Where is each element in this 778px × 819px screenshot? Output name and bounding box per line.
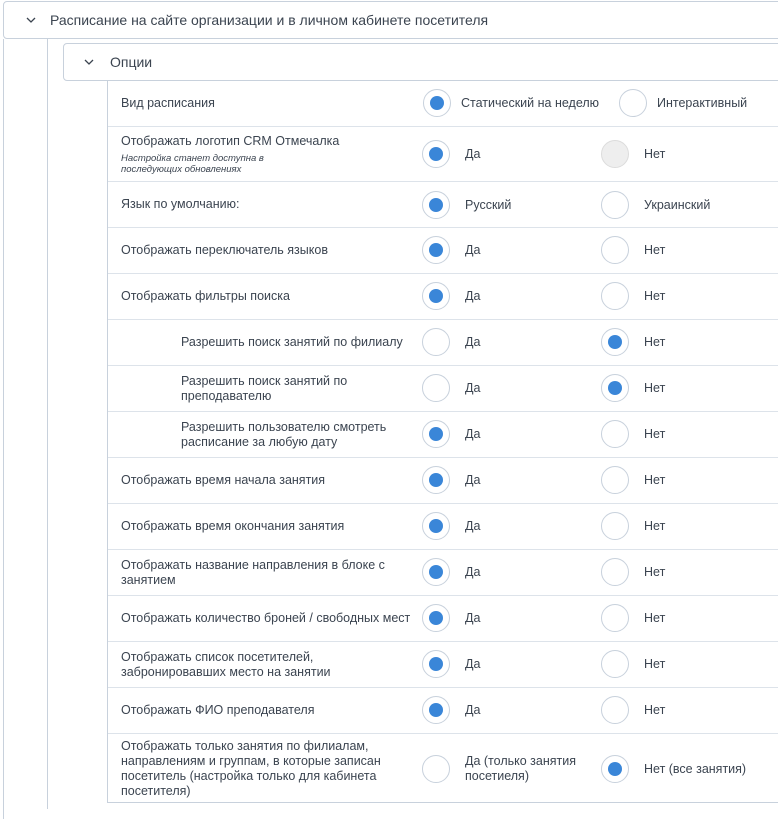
option-1-label: Да <box>465 657 481 671</box>
radio-option-1[interactable] <box>422 282 450 310</box>
option-row-show-logo <box>108 127 778 182</box>
chevron-down-icon[interactable] <box>26 15 36 25</box>
option-1-label: Да (только занятия посетиеля) <box>465 754 576 783</box>
radio-option-2[interactable] <box>601 374 629 402</box>
option-2-label: Нет <box>644 335 666 349</box>
option-1-label: Да <box>465 243 481 257</box>
option-2-label: Нет <box>644 147 666 161</box>
radio-option-1[interactable] <box>422 650 450 678</box>
radio-option-1[interactable] <box>423 89 451 117</box>
section-body-guide <box>47 39 48 809</box>
option-label: Отображать ФИО преподавателя <box>121 703 315 717</box>
radio-option-1[interactable] <box>422 328 450 356</box>
radio-option-2[interactable] <box>601 650 629 678</box>
option-label: Разрешить поиск занятий по преподавателю <box>181 373 348 403</box>
option-row-default-language <box>108 182 778 228</box>
radio-option-2[interactable] <box>601 512 629 540</box>
option-row-bookings-count <box>108 596 778 642</box>
option-row-end-time <box>108 504 778 550</box>
option-1-label: Да <box>465 147 481 161</box>
options-table <box>107 81 778 803</box>
radio-option-2[interactable] <box>601 466 629 494</box>
option-2-label: Украинский <box>644 198 711 212</box>
options-panel-title: Опции <box>110 54 153 70</box>
option-1-label: Да <box>465 427 481 441</box>
option-1-label: Да <box>465 381 481 395</box>
section-title: Расписание на сайте организации и в личном кабинете посетителя <box>50 12 489 28</box>
option-row-teacher-name <box>108 688 778 734</box>
radio-option-1[interactable] <box>422 755 450 783</box>
section-header[interactable] <box>3 1 778 39</box>
option-row-visitors-list <box>108 642 778 688</box>
option-2-label: Нет <box>644 381 666 395</box>
option-label: Язык по умолчанию: <box>121 197 240 211</box>
option-1-label: Да <box>465 565 481 579</box>
radio-option-1[interactable] <box>422 466 450 494</box>
radio-option-2[interactable] <box>601 328 629 356</box>
option-label: Разрешить поиск занятий по филиалу <box>181 335 403 349</box>
option-2-label: Нет <box>644 703 666 717</box>
option-1-label: Да <box>465 473 481 487</box>
option-2-label: Нет <box>644 427 666 441</box>
option-row-only-enrolled <box>108 734 778 803</box>
radio-option-1[interactable] <box>422 512 450 540</box>
radio-option-2[interactable] <box>601 236 629 264</box>
option-row-search-by-branch <box>108 320 778 366</box>
radio-option-2[interactable] <box>601 696 629 724</box>
options-panel-header[interactable] <box>63 43 778 81</box>
option-row-language-switch <box>108 228 778 274</box>
radio-option-1[interactable] <box>422 140 450 168</box>
option-2-label: Нет (все занятия) <box>644 762 747 776</box>
radio-option-2 <box>601 140 629 168</box>
radio-option-1[interactable] <box>422 604 450 632</box>
option-label: Разрешить пользователю смотреть расписание за любую дату <box>181 419 387 449</box>
radio-option-1[interactable] <box>422 420 450 448</box>
radio-option-1[interactable] <box>422 696 450 724</box>
option-label: Отображать фильтры поиска <box>121 289 290 303</box>
radio-option-1[interactable] <box>422 558 450 586</box>
option-row-schedule-type <box>108 81 778 127</box>
option-label: Отображать переключатель языков <box>121 243 328 257</box>
radio-option-2[interactable] <box>619 89 647 117</box>
option-label: Отображать время начала занятия <box>121 473 326 487</box>
option-row-start-time <box>108 458 778 504</box>
radio-option-1[interactable] <box>422 374 450 402</box>
radio-option-2[interactable] <box>601 755 629 783</box>
option-row-any-date <box>108 412 778 458</box>
option-2-label: Интерактивный <box>657 96 748 110</box>
option-2-label: Нет <box>644 519 666 533</box>
option-2-label: Нет <box>644 473 666 487</box>
option-1-label: Русский <box>465 198 512 212</box>
radio-option-2[interactable] <box>601 420 629 448</box>
option-row-search-filters <box>108 274 778 320</box>
option-1-label: Да <box>465 519 481 533</box>
option-2-label: Нет <box>644 289 666 303</box>
radio-option-2[interactable] <box>601 191 629 219</box>
radio-option-2[interactable] <box>601 558 629 586</box>
option-2-label: Нет <box>644 611 666 625</box>
option-1-label: Статический на неделю <box>461 96 600 110</box>
option-label: Отображать количество броней / свободных мест <box>121 611 411 625</box>
option-label: Отображать список посетителей, забронировавших место на занятии <box>121 649 331 679</box>
option-2-label: Нет <box>644 565 666 579</box>
option-label: Вид расписания <box>121 96 215 110</box>
radio-option-1[interactable] <box>422 191 450 219</box>
option-1-label: Да <box>465 611 481 625</box>
option-note: Настройка станет доступна в последующих обновлениях <box>121 152 264 175</box>
option-1-label: Да <box>465 703 481 717</box>
option-label: Отображать только занятия по филиалам, направлениям и группам, в которые записан посетитель (настройка только для кабинета посетителя) <box>121 738 381 798</box>
option-label: Отображать название направления в блоке с занятием <box>121 557 385 587</box>
option-row-search-by-teacher <box>108 366 778 412</box>
option-label: Отображать время окончания занятия <box>121 519 345 533</box>
radio-option-2[interactable] <box>601 604 629 632</box>
option-1-label: Да <box>465 289 481 303</box>
option-2-label: Нет <box>644 657 666 671</box>
chevron-down-icon[interactable] <box>84 57 94 67</box>
option-2-label: Нет <box>644 243 666 257</box>
option-1-label: Да <box>465 335 481 349</box>
radio-option-2[interactable] <box>601 282 629 310</box>
option-label: Отображать логотип CRM Отмечалка <box>121 133 340 148</box>
radio-option-1[interactable] <box>422 236 450 264</box>
option-row-direction-name <box>108 550 778 596</box>
